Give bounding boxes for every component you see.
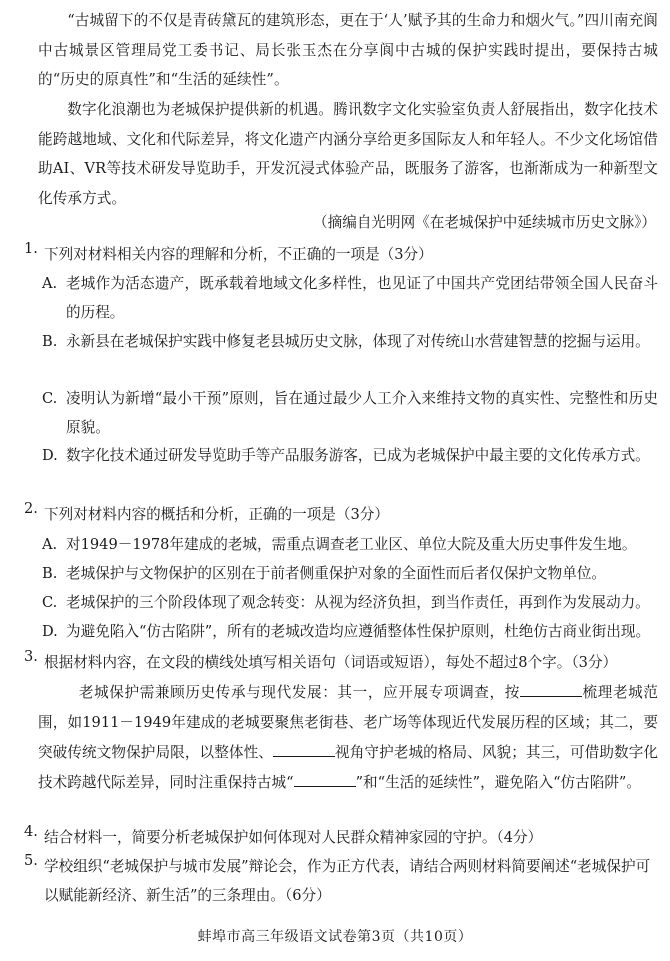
option-letter: C. [42, 390, 58, 407]
q2-option-c [42, 588, 658, 617]
passage-paragraph-1: “古城留下的不仅是青砖黛瓦的建筑形态，更在于‘人’赋予其的生命力和烟火气。”四川南充阆中古城景区管理局党工委书记、局长张玉杰在分享阆中古城的保护实践时提出，要保持古城的“历史的原真性”和“生活的延续性”。 [38, 12, 658, 88]
question-5 [24, 852, 658, 910]
q1-option-d [42, 441, 658, 470]
option-text: 老城作为活态遗产，既承载着地域文化多样性，也见证了中国共产党团结带领全国人民奋斗的历程。 [66, 275, 658, 321]
option-text: 老城保护的三个阶段体现了观念转变：从视为经济负担，到当作责任，再到作为发展动力。 [66, 594, 650, 611]
q2-option-b [42, 559, 658, 588]
q2-option-d [42, 617, 658, 646]
answer-blank-3[interactable] [294, 772, 356, 787]
question-number: 2. [24, 500, 38, 517]
fill-text-segment: 老城保护需兼顾历史传承与现代发展：其一，应开展专项调查，按 [78, 684, 520, 701]
option-letter: C. [42, 594, 58, 611]
q1-option-b [42, 327, 658, 356]
page-footer: 蚌埠市高三年级语文试卷第3页（共10页） [197, 929, 473, 945]
option-letter: B. [42, 565, 58, 582]
option-letter: D. [42, 623, 58, 640]
question-number: 5. [24, 852, 38, 869]
question-stem: 学校组织“老城保护与城市发展”辩论会，作为正方代表，请结合两则材料简要阐述“老城保护可以赋能新经济、新生活”的三条理由。（6分） [44, 858, 651, 904]
option-text: 凌明认为新增“最小干预”原则，旨在通过最少人工介入来维持文物的真实性、完整性和历史原貌。 [66, 390, 658, 436]
option-text: 为避免陷入“仿古陷阱”，所有的老城改造均应遵循整体性保护原则，杜绝仿古商业街出现。 [66, 623, 651, 640]
question-1 [24, 240, 658, 269]
question-stem: 根据材料内容，在文段的横线处填写相关语句（词语或短语），每处不超过8个字。（3分） [44, 654, 618, 671]
fill-in-passage [38, 678, 658, 798]
q1-option-a [42, 269, 658, 327]
fill-text-segment: 梳理老城范围，如1911－1949年建成的老城要聚焦老街巷、老广场等体现近代发展历程的区域；其二，要突破传统文物保护局限，以整体性、 [38, 684, 658, 761]
option-text: 永新县在老城保护实践中修复老县城历史文脉，体现了对传统山水营建智慧的挖掘与运用。 [66, 333, 650, 350]
passage-paragraph-2: 数字化浪潮也为老城保护提供新的机遇。腾讯数字文化实验室负责人舒展指出，数字化技术能跨越地域、文化和代际差异，将文化遗产内涵分享给更多国际友人和年轻人。不少文化场馆借助AI、VR等技术研发导览助手，开发沉浸式体验产品，既服务了游客，也渐渐成为一种新型文化传承方式。 [38, 101, 658, 207]
question-number: 4. [24, 823, 38, 840]
q2-option-a [42, 530, 658, 559]
option-letter: D. [42, 447, 58, 464]
option-letter: A. [42, 275, 58, 292]
question-stem: 下列对材料内容的概括和分析，正确的一项是（3分） [44, 506, 389, 523]
fill-text-segment: 视角守护老城的格局、风貌；其三，可借助数字化技术跨越代际差异，同时注重保持古城“ [38, 744, 658, 791]
fill-text-segment: ”和“生活的延续性”，避免陷入“仿古陷阱”。 [355, 774, 641, 791]
answer-blank-2[interactable] [273, 742, 335, 757]
option-text: 老城保护与文物保护的区别在于前者侧重保护对象的全面性而后者仅保护文物单位。 [66, 565, 606, 582]
answer-blank-1[interactable] [520, 682, 582, 697]
question-stem: 结合材料一，简要分析老城保护如何体现对人民群众精神家园的守护。（4分） [44, 829, 543, 846]
question-4 [24, 823, 658, 852]
question-stem: 下列对材料相关内容的理解和分析，不正确的一项是（3分） [44, 246, 433, 263]
q1-option-c [42, 384, 658, 442]
question-number: 1. [24, 240, 38, 257]
option-text: 对1949－1978年建成的老城，需重点调查老工业区、单位大院及重大历史事件发生地。 [66, 536, 637, 553]
option-text: 数字化技术通过研发导览助手等产品服务游客，已成为老城保护中最主要的文化传承方式。 [66, 447, 650, 464]
option-letter: B. [42, 333, 58, 350]
passage-source: （摘编自光明网《在老城保护中延续城市历史文脉》） [313, 214, 656, 231]
option-letter: A. [42, 536, 58, 553]
question-number: 3. [24, 648, 38, 665]
question-2 [24, 500, 658, 529]
question-3 [24, 648, 658, 677]
